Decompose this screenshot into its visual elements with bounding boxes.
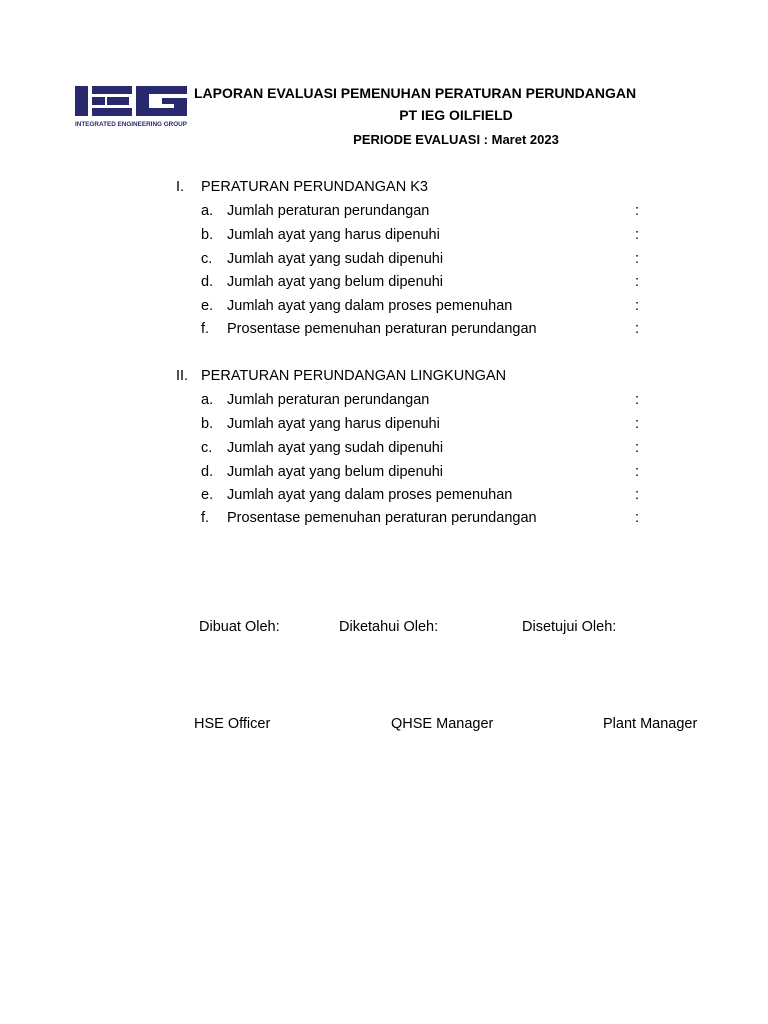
item-letter: e. <box>201 298 214 314</box>
role-hse-officer: HSE Officer <box>194 716 271 732</box>
item-letter: d. <box>201 464 214 480</box>
item-separator: : <box>635 321 640 337</box>
item-separator: : <box>635 227 640 243</box>
section-k3-heading <box>176 179 428 195</box>
item-label: Jumlah peraturan perundangan <box>227 203 430 219</box>
item-label: Jumlah ayat yang dalam proses pemenuhan <box>227 298 513 314</box>
item-label: Jumlah ayat yang harus dipenuhi <box>227 227 440 243</box>
item-separator: : <box>635 251 640 267</box>
item-label: Jumlah ayat yang dalam proses pemenuhan <box>227 487 513 503</box>
company-logo <box>74 84 188 128</box>
list-item <box>201 440 443 456</box>
item-label: Prosentase pemenuhan peraturan perundangan <box>227 321 537 337</box>
section-number: II. <box>176 368 189 384</box>
item-letter: a. <box>201 203 214 219</box>
item-label: Jumlah peraturan perundangan <box>227 392 430 408</box>
item-label: Jumlah ayat yang sudah dipenuhi <box>227 440 444 456</box>
logo-subtext: INTEGRATED ENGINEERING GROUP <box>75 121 188 128</box>
item-separator: : <box>635 274 640 290</box>
item-letter: b. <box>201 416 214 432</box>
item-separator: : <box>635 440 640 456</box>
section-title: PERATURAN PERUNDANGAN LINGKUNGAN <box>201 368 507 384</box>
item-letter: f. <box>201 510 210 526</box>
section-number: I. <box>176 179 185 195</box>
list-item <box>201 298 512 314</box>
list-item <box>201 416 440 432</box>
role-qhse-manager: QHSE Manager <box>391 716 494 732</box>
list-item <box>201 321 537 337</box>
item-label: Jumlah ayat yang belum dipenuhi <box>227 464 444 480</box>
item-label: Prosentase pemenuhan peraturan perundangan <box>227 510 537 526</box>
list-item <box>201 251 443 267</box>
approved-by-label: Disetujui Oleh: <box>522 619 617 635</box>
company-name: PT IEG OILFIELD <box>399 107 513 123</box>
item-label: Jumlah ayat yang sudah dipenuhi <box>227 251 444 267</box>
ieg-logo-icon <box>74 84 188 128</box>
report-title: LAPORAN EVALUASI PEMENUHAN PERATURAN PERUNDANGAN <box>194 85 637 101</box>
role-plant-manager-cell <box>603 716 698 732</box>
role-plant-manager: Plant Manager <box>603 716 698 732</box>
item-separator: : <box>635 392 640 408</box>
known-by-label: Diketahui Oleh: <box>339 619 439 635</box>
item-label: Jumlah ayat yang belum dipenuhi <box>227 274 444 290</box>
item-letter: c. <box>201 440 213 456</box>
item-letter: d. <box>201 274 214 290</box>
made-by-label: Dibuat Oleh: <box>199 619 280 635</box>
section-lingkungan-heading <box>176 368 506 384</box>
item-label: Jumlah ayat yang harus dipenuhi <box>227 416 440 432</box>
list-item <box>201 274 443 290</box>
list-item <box>201 227 440 243</box>
item-letter: b. <box>201 227 214 243</box>
item-separator: : <box>635 416 640 432</box>
item-letter: e. <box>201 487 214 503</box>
item-letter: c. <box>201 251 213 267</box>
list-item <box>201 487 512 503</box>
list-item <box>201 203 429 219</box>
list-item <box>201 392 429 408</box>
item-separator: : <box>635 510 640 526</box>
item-separator: : <box>635 203 640 219</box>
evaluation-period: PERIODE EVALUASI : Maret 2023 <box>353 132 559 147</box>
section-title: PERATURAN PERUNDANGAN K3 <box>201 179 428 195</box>
item-letter: a. <box>201 392 214 408</box>
list-item <box>201 510 537 526</box>
item-separator: : <box>635 464 640 480</box>
item-separator: : <box>635 298 640 314</box>
report-title-cell <box>194 84 668 103</box>
item-separator: : <box>635 487 640 503</box>
list-item <box>201 464 443 480</box>
item-letter: f. <box>201 321 210 337</box>
